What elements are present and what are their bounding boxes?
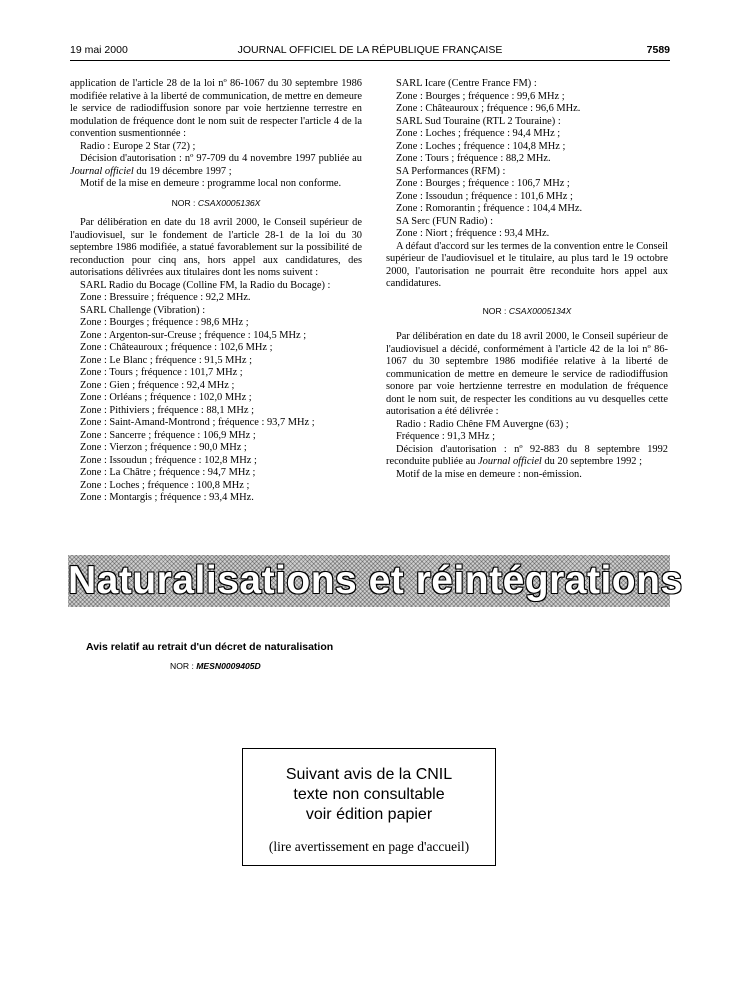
left-decision-line xyxy=(70,153,362,178)
right-column xyxy=(386,78,668,481)
right-line: SARL Sud Touraine (RTL 2 Touraine) : xyxy=(396,115,561,127)
header-date: 19 mai 2000 xyxy=(70,44,128,56)
right-line: SARL Icare (Centre France FM) : xyxy=(396,78,537,89)
left-line: Zone : Orléans ; fréquence : 102,0 MHz ; xyxy=(80,392,252,403)
right-decision-text: Décision d'autorisation : nº 92-883 du 8 septembre 1992 reconduite publiée au xyxy=(386,443,668,467)
left-line: Zone : Châteauroux ; fréquence : 102,6 MHz ; xyxy=(80,342,273,353)
left-line: Zone : Issoudun ; fréquence : 102,8 MHz ; xyxy=(80,454,257,466)
left-line: Zone : Montargis ; fréquence : 93,4 MHz. xyxy=(80,492,254,503)
right-line: SA Serc (FUN Radio) : xyxy=(396,215,493,227)
left-nor-code: CSAX0005136X xyxy=(197,197,261,208)
right-nor-label: NOR : xyxy=(482,305,509,316)
right-line: Zone : Loches ; fréquence : 94,4 MHz ; xyxy=(396,128,561,139)
right-decision-line xyxy=(386,444,668,469)
left-line: SARL Radio du Bocage (Colline FM, la Radio du Bocage) : xyxy=(80,279,331,291)
right-line: Zone : Bourges ; fréquence : 99,6 MHz ; xyxy=(396,90,565,102)
right-line: Zone : Issoudun ; fréquence : 101,6 MHz ; xyxy=(396,190,573,202)
right-decision-date: du 20 septembre 1992 ; xyxy=(541,456,642,467)
left-column xyxy=(70,78,362,505)
right-nor-code: CSAX0005134X xyxy=(508,305,572,316)
right-line: SA Performances (RFM) : xyxy=(396,165,506,177)
left-radio-line: Radio : Europe 2 Star (72) ; xyxy=(80,140,196,152)
left-intro-paragraph: application de l'article 28 de la loi nº 86-1067 du 30 septembre 1986 modifiée relative à la liberté de communication, de mettre en demeure le service de radiodiffusion sonore par voie hertzienne terrestre en modulation de fréquence dont le nom suit de respecter l'article 4 de la convention susmentionnée : xyxy=(70,78,362,139)
page-header xyxy=(70,44,670,58)
avis-title: Avis relatif au retrait d'un décret de naturalisation xyxy=(86,641,334,653)
right-decision-journal: Journal officiel xyxy=(478,456,542,467)
left-line: Zone : Le Blanc ; fréquence : 91,5 MHz ; xyxy=(80,354,252,366)
avis-nor-reference xyxy=(170,661,261,671)
left-line: Zone : Sancerre ; fréquence : 106,9 MHz ; xyxy=(80,429,256,441)
notice-line-3: voir édition papier xyxy=(305,806,433,823)
left-decision-text: Décision d'autorisation : nº 97-709 du 4 novembre 1997 publiée au xyxy=(80,153,362,164)
left-line: Zone : Bourges ; fréquence : 98,6 MHz ; xyxy=(80,317,249,328)
notice-line-4: (lire avertissement en page d'accueil) xyxy=(268,839,470,854)
section-banner xyxy=(68,555,683,607)
notice-line-1: Suivant avis de la CNIL xyxy=(285,766,453,783)
header-page-number: 7589 xyxy=(646,44,670,56)
header-rule xyxy=(70,60,670,61)
left-line: Zone : Pithiviers ; fréquence : 88,1 MHz ; xyxy=(80,404,255,416)
left-line: Zone : Bressuire ; fréquence : 92,2 MHz. xyxy=(80,292,251,303)
left-line: SARL Challenge (Vibration) : xyxy=(80,304,206,316)
right-line: Zone : Tours ; fréquence : 88,2 MHz. xyxy=(396,153,551,164)
section-banner-title: Naturalisations et réintégrations xyxy=(68,559,683,602)
left-line: Zone : La Châtre ; fréquence : 94,7 MHz ; xyxy=(80,467,256,478)
right-frequence-line: Fréquence : 91,3 MHz ; xyxy=(396,431,495,442)
right-radio-line: Radio : Radio Chêne FM Auvergne (63) ; xyxy=(396,418,569,430)
left-line: Zone : Argenton-sur-Creuse ; fréquence : 104,5 MHz ; xyxy=(80,329,307,341)
left-deliberation-paragraph: Par délibération en date du 18 avril 2000, le Conseil supérieur de l'audiovisuel, sur le fondement de l'article 28-1 de la loi du 30 septembre 1986 modifiée, a statué favorablement sur la possibilité de reconduction pour cinq ans, hors appel aux candidatures, des autorisations délivrées aux titulaires dont les noms suivent : xyxy=(70,217,362,278)
left-decision-journal: Journal officiel xyxy=(70,165,134,177)
cnil-notice-box xyxy=(242,748,496,866)
right-line: Zone : Châteauroux ; fréquence : 96,6 MHz. xyxy=(396,103,581,114)
right-motif-line: Motif de la mise en demeure : non-émission. xyxy=(396,468,582,480)
left-station-list xyxy=(70,280,362,505)
right-nor-reference xyxy=(386,305,668,318)
left-motif-line: Motif de la mise en demeure : programme local non conforme. xyxy=(80,178,342,189)
right-line: Zone : Romorantin ; fréquence : 104,4 MHz. xyxy=(396,203,583,214)
left-nor-reference xyxy=(70,197,362,210)
right-deliberation-paragraph: Par délibération en date du 18 avril 2000, le Conseil supérieur de l'audiovisuel a décidé, conformément à l'article 42 de la loi nº 86-1067 du 30 septembre 1986 modifiée relative à la liberté de communication de mettre en demeure le service de radiodiffusion sonore par voie hertzienne terrestre en modulation de fréquence dont le nom suit, de respecter les conditions au vu desquelles cette autorisation a été délivrée : xyxy=(386,331,668,417)
left-decision-date: du 19 décembre 1997 ; xyxy=(133,165,232,177)
left-nor-label: NOR : xyxy=(171,197,198,208)
right-line: Zone : Bourges ; fréquence : 106,7 MHz ; xyxy=(396,178,570,189)
left-line: Zone : Tours ; fréquence : 101,7 MHz ; xyxy=(80,367,243,378)
left-line: Zone : Vierzon ; fréquence : 90,0 MHz ; xyxy=(80,442,247,453)
notice-line-2: texte non consultable xyxy=(293,786,445,803)
right-defaut-paragraph: A défaut d'accord sur les termes de la convention entre le Conseil supérieur de l'audiovisuel et le titulaire, au plus tard le 19 octobre 2000, l'autorisation ne pourrait être reconduite hors appel aux candidatures. xyxy=(386,240,668,289)
avis-nor-code: MESN0009405D xyxy=(196,661,261,671)
left-line: Zone : Saint-Amand-Montrond ; fréquence : 93,7 MHz ; xyxy=(80,417,315,428)
right-line: Zone : Loches ; fréquence : 104,8 MHz ; xyxy=(396,140,566,152)
avis-nor-label: NOR : xyxy=(170,661,197,671)
right-line: Zone : Niort ; fréquence : 93,4 MHz. xyxy=(396,228,550,239)
left-line: Zone : Loches ; fréquence : 100,8 MHz ; xyxy=(80,479,250,491)
header-journal-title: JOURNAL OFFICIEL DE LA RÉPUBLIQUE FRANÇAISE xyxy=(237,44,503,56)
right-station-list xyxy=(386,78,668,241)
left-line: Zone : Gien ; fréquence : 92,4 MHz ; xyxy=(80,379,235,391)
